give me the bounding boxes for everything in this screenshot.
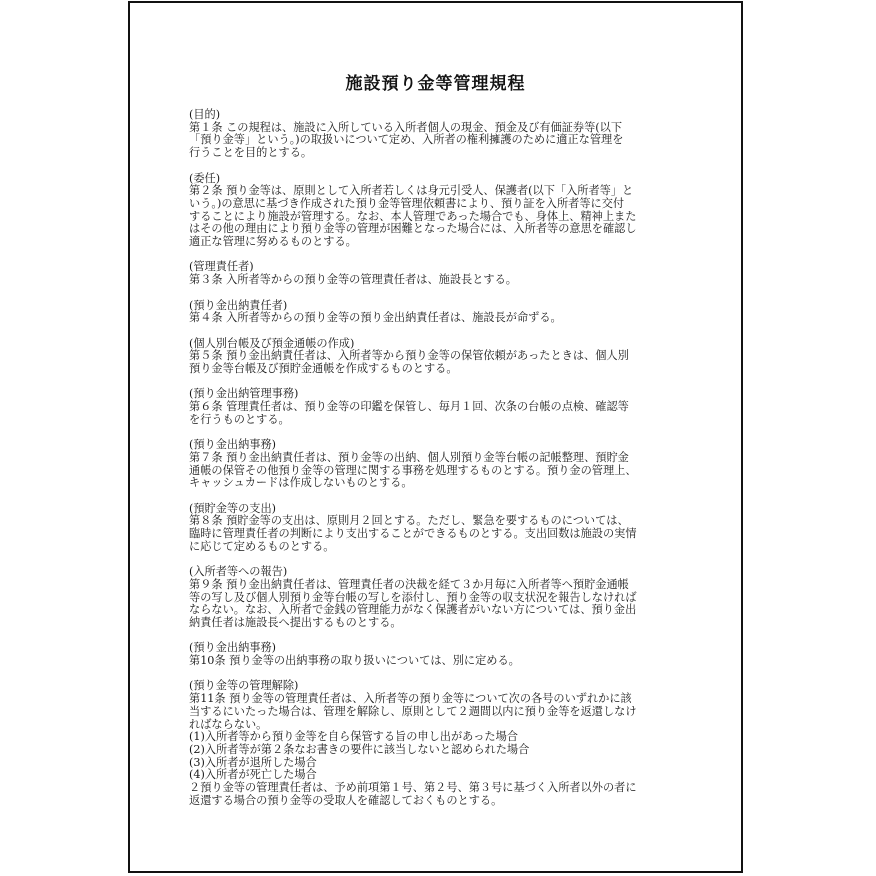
article-heading: (預り金等の管理解除): [189, 679, 299, 693]
article-heading: (管理責任者): [189, 260, 254, 274]
article-heading: (委任): [189, 171, 221, 185]
article-paragraph-2: ２預り金等の管理責任者は、予め前項第１号、第２号、第３号に基づく入所者以外の者に 返還する場合の預り金等の受取人を確認しておくものとする。: [189, 781, 637, 807]
document-body: [189, 109, 692, 820]
article-heading: (個人別台帳及び預金通帳の作成): [189, 336, 355, 350]
document-title: 施設預り金等管理規程: [345, 74, 526, 94]
article-text: 第９条 預り金出納責任者は、管理責任者の決裁を経て３か月毎に入所者等へ預貯金通帳 等の写し及び個人別預り金等台帳の写しを添付し、預り金等の収支状況を報告しなければ ならない。なお、入所者で金銭の管理能力がなく保護者がいない方については、預り金出 納責任者は施設長へ提出するものとする。: [189, 577, 637, 629]
article-text: 第３条 入所者等からの預り金等の管理責任者は、施設長とする。: [189, 273, 517, 287]
article-4: [189, 300, 692, 325]
article-text: 第７条 預り金出納責任者は、預り金等の出納、個人別預り金等台帳の記帳整理、預貯金 通帳の保管その他預り金等の管理に関する事務を処理するものとする。預り金の管理上、 キャッシュカードは作成しないものとする。: [189, 450, 637, 490]
article-5: [189, 338, 692, 376]
list-item: (2)入所者等が第２条なお書きの要件に該当しないと認められた場合: [189, 743, 530, 756]
clause-list: [189, 731, 692, 782]
article-3: [189, 261, 692, 286]
article-heading: (入所者等への報告): [189, 565, 288, 579]
article-6: [189, 388, 692, 426]
article-heading: (預り金出納事務): [189, 438, 277, 452]
article-11: [189, 680, 692, 807]
article-text: 第４条 入所者等からの預り金等の預り金出納責任者は、施設長が命ずる。: [189, 311, 562, 325]
article-heading: (預貯金等の支出): [189, 501, 277, 515]
article-heading: (預り金出納責任者): [189, 298, 288, 312]
article-2: [189, 173, 692, 249]
article-text: 第８条 預貯金等の支出は、原則月２回とする。ただし、緊急を要するものについては、 臨時に管理責任者の判断により支出することができるものとする。支出回数は施設の実情 に応じて定めるものとする。: [189, 514, 637, 553]
article-1: [189, 109, 692, 160]
article-heading: (預り金出納事務): [189, 641, 277, 655]
article-text: 第１条 この規程は、施設に入所している入所者個人の現金、預金及び有価証券等(以下 「預り金等」という。)の取扱いについて定め、入所者の権利擁護のために適正な管理を 行うことを目的とする。: [189, 120, 624, 160]
article-heading: (目的): [189, 108, 221, 121]
article-8: [189, 503, 692, 554]
article-text: 第２条 預り金等は、原則として入所者若しくは身元引受人、保護者(以下「入所者等」と いう。)の意思に基づき作成された預り金等管理依頼書により、預り証を入所者等に交付 することにより施設が管理する。なお、本人管理であった場合でも、身体上、精神上また はその他の理由により預り金等の管理が困難となった場合には、入所者等の意思を確認し 適正な管理に努めるものとする。: [189, 184, 637, 249]
article-text: 第10条 預り金等の出納事務の取り扱いについては、別に定める。: [189, 654, 520, 668]
article-10: [189, 642, 692, 667]
list-item: (1)入所者等から預り金等を自ら保管する旨の申し出があった場合: [189, 730, 518, 744]
document-page: [128, 1, 743, 873]
article-text: 第６条 管理責任者は、預り金等の印鑑を保管し、毎月１回、次条の台帳の点検、確認等 を行うものとする。: [189, 400, 629, 426]
article-text: 第11条 預り金等の管理責任者は、入所者等の預り金等について次の各号のいずれかに該 当するにいたった場合は、管理を解除し、原則として２週間以内に預り金等を返還しなけ ればならない。: [189, 692, 637, 731]
article-9: [189, 566, 692, 630]
article-text: 第５条 預り金出納責任者は、入所者等から預り金等の保管依頼があったときは、個人別 預り金等台帳及び預貯金通帳を作成するものとする。: [189, 349, 629, 375]
list-item: (3)入所者が退所した場合: [189, 755, 317, 769]
article-7: [189, 439, 692, 490]
list-item: (4)入所者が死亡した場合: [189, 768, 317, 782]
article-heading: (預り金出納管理事務): [189, 387, 299, 401]
